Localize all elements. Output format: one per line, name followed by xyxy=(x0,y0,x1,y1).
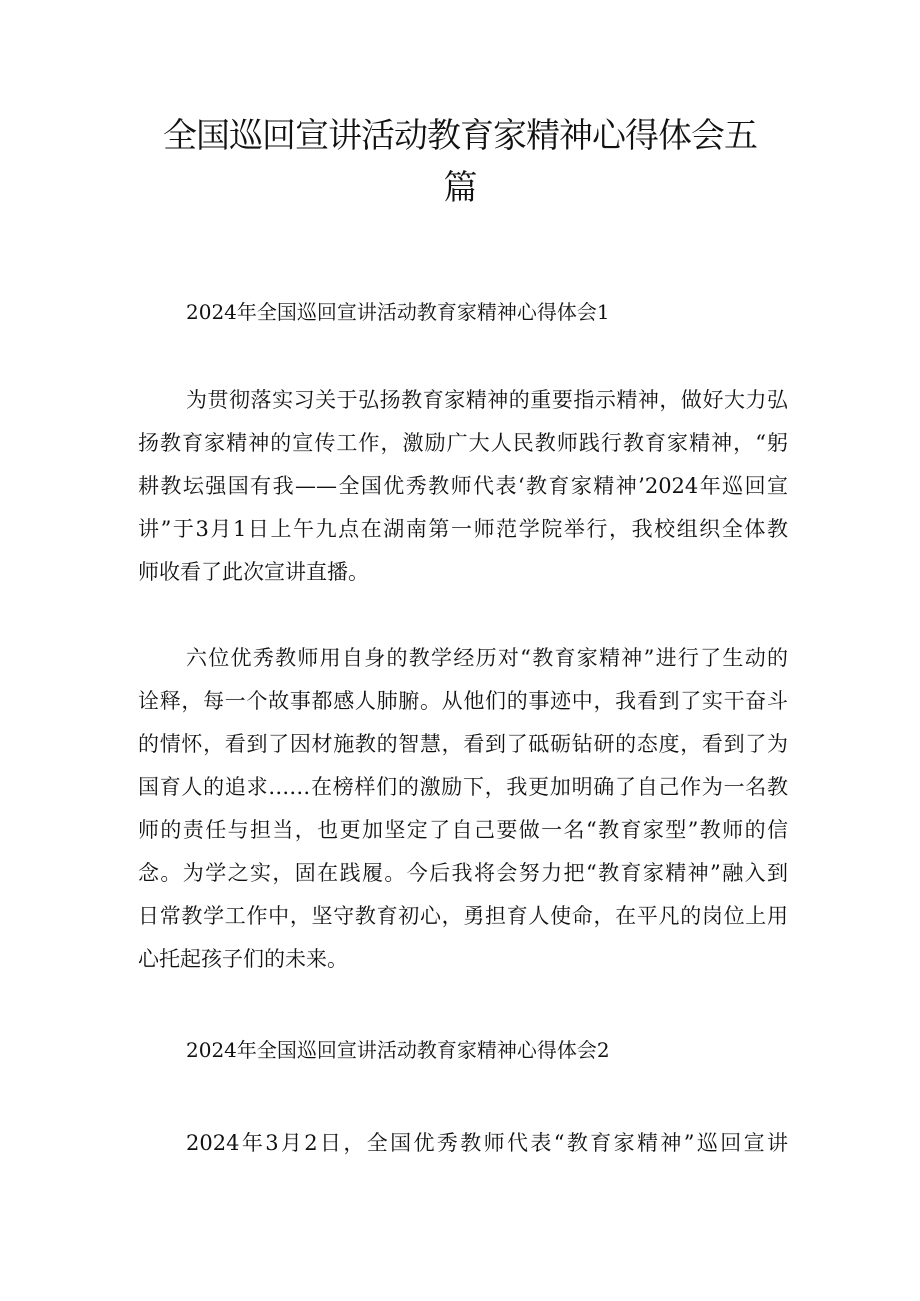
paragraph-1 xyxy=(138,379,788,594)
section-heading-2: 2024年全国巡回宣讲活动教育家精神心得体会2 xyxy=(186,1038,610,1062)
paragraph-line: 六位优秀教师用自身的教学经历对“教育家精神”进行了生动的 xyxy=(186,646,788,670)
paragraph-line: 念。为学之实，固在践履。今后我将会努力把“教育家精神”融入到 xyxy=(138,861,788,885)
paragraph-line: 的情怀，看到了因材施教的智慧，看到了砥砺钻研的态度，看到了为 xyxy=(138,732,788,756)
section-heading-1: 2024年全国巡回宣讲活动教育家精神心得体会1 xyxy=(186,300,610,324)
paragraph-line: 讲”于3月1日上午九点在湖南第一师范学院举行，我校组织全体教 xyxy=(138,517,788,541)
paragraph-line: 2024年3月2日，全国优秀教师代表“教育家精神”巡回宣讲 xyxy=(186,1131,788,1155)
paragraph-line: 耕教坛强国有我——全国优秀教师代表‘教育家精神’2024年巡回宣 xyxy=(138,474,788,498)
paragraph-line: 诠释，每一个故事都感人肺腑。从他们的事迹中，我看到了实干奋斗 xyxy=(138,689,788,713)
paragraph-line: 国育人的追求……在榜样们的激励下，我更加明确了自己作为一名教 xyxy=(138,775,788,799)
document-title-line-2: 篇 xyxy=(443,168,477,208)
paragraph-2 xyxy=(138,637,788,981)
paragraph-line: 心托起孩子们的未来。 xyxy=(138,947,348,971)
paragraph-line: 为贯彻落实习关于弘扬教育家精神的重要指示精神，做好大力弘 xyxy=(186,388,788,412)
paragraph-line: 师收看了此次宣讲直播。 xyxy=(138,560,369,584)
paragraph-3 xyxy=(138,1122,788,1165)
document-title-line-1: 全国巡回宣讲活动教育家精神心得体会五 xyxy=(163,116,757,156)
paragraph-line: 师的责任与担当，也更加坚定了自己要做一名“教育家型”教师的信 xyxy=(138,818,788,842)
document-title xyxy=(130,110,790,214)
paragraph-line: 扬教育家精神的宣传工作，激励广大人民教师践行教育家精神，“躬 xyxy=(138,431,788,455)
paragraph-line: 日常教学工作中，坚守教育初心，勇担育人使命，在平凡的岗位上用 xyxy=(138,904,788,928)
